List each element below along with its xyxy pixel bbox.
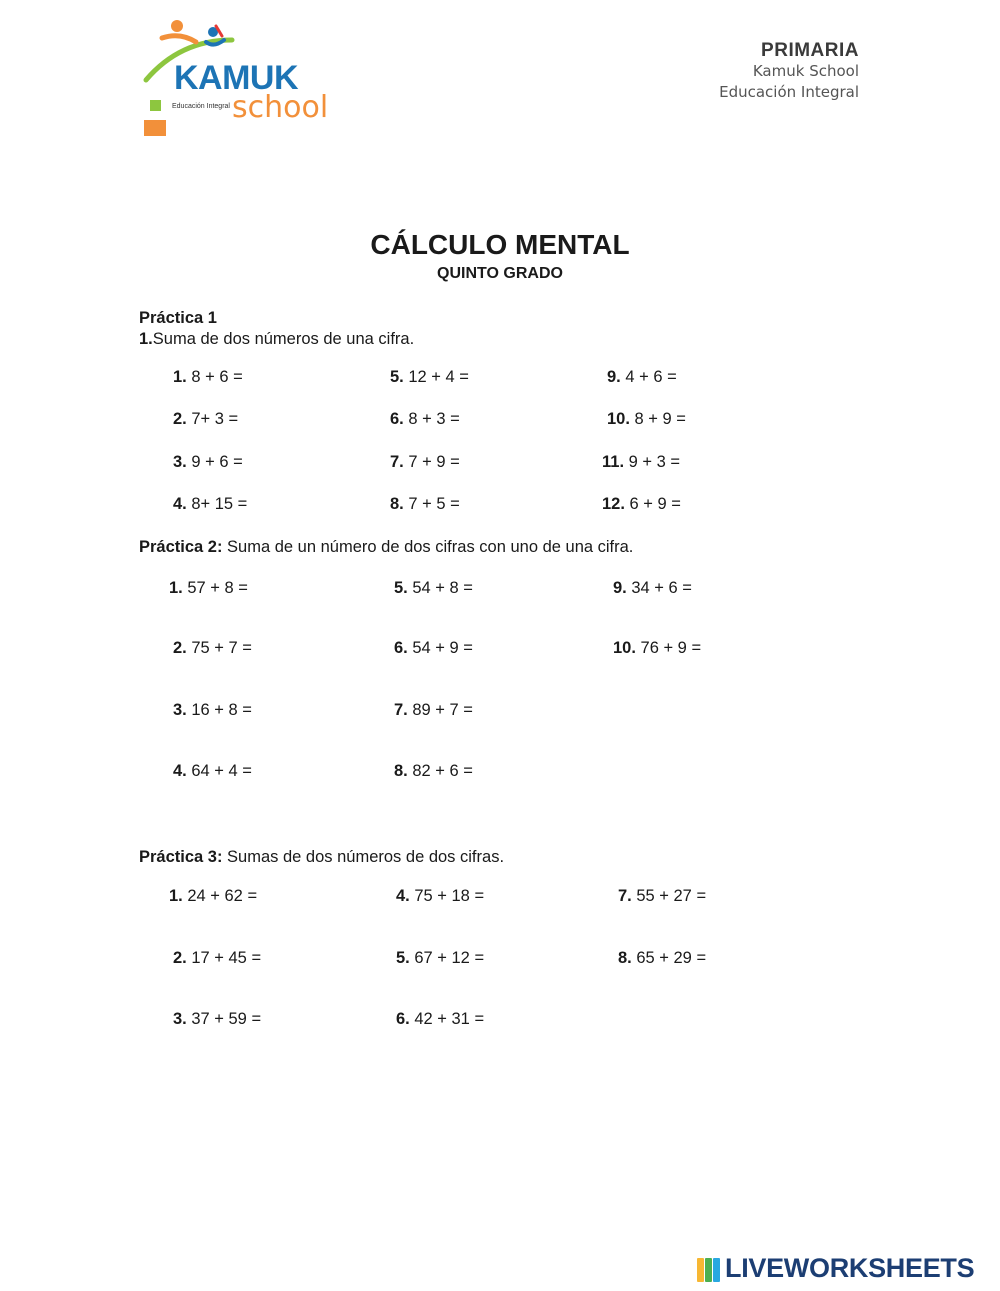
p1-exercise-4: 4. 8+ 15 = xyxy=(173,495,248,513)
p2-exercise-7: 7. 89 + 7 = xyxy=(394,701,473,719)
p2-exercise-1: 1. 57 + 8 = xyxy=(169,579,248,597)
p3-exercise-4: 4. 75 + 18 = xyxy=(396,887,485,905)
practice1-instruction: 1.Suma de dos números de una cifra. xyxy=(139,330,415,348)
p2-exercise-2: 2. 75 + 7 = xyxy=(173,639,252,657)
p2-exercise-10: 10. 76 + 9 = xyxy=(613,639,702,657)
p2-exercise-5: 5. 54 + 8 = xyxy=(394,579,473,597)
practice2-heading: Práctica 2: Suma de un número de dos cifras con uno de una cifra. xyxy=(139,538,634,556)
level-label: PRIMARIA xyxy=(761,40,859,61)
logo-green-square xyxy=(150,100,161,111)
practice1-heading: Práctica 1 xyxy=(139,309,217,327)
p2-exercise-3: 3. 16 + 8 = xyxy=(173,701,252,719)
practice3-heading: Práctica 3: Sumas de dos números de dos cifras. xyxy=(139,848,505,866)
p3-exercise-7: 7. 55 + 27 = xyxy=(618,887,707,905)
p1-exercise-6: 6. 8 + 3 = xyxy=(390,410,460,428)
p3-exercise-6: 6. 42 + 31 = xyxy=(396,1010,485,1028)
page-subtitle: QUINTO GRADO xyxy=(437,265,563,282)
school-header xyxy=(719,40,859,103)
logo-school-text: school xyxy=(232,90,329,125)
p1-exercise-8: 8. 7 + 5 = xyxy=(390,495,460,513)
p3-exercise-5: 5. 67 + 12 = xyxy=(396,949,485,967)
p3-exercise-3: 3. 37 + 59 = xyxy=(173,1010,262,1028)
p2-exercise-6: 6. 54 + 9 = xyxy=(394,639,473,657)
liveworksheets-text: LIVEWORKSHEETS xyxy=(725,1253,975,1283)
p1-exercise-1: 1. 8 + 6 = xyxy=(173,368,243,386)
liveworksheets-logo-icon xyxy=(697,1258,721,1282)
p1-exercise-10: 10. 8 + 9 = xyxy=(607,410,686,428)
p1-exercise-3: 3. 9 + 6 = xyxy=(173,453,243,471)
p1-exercise-12: 12. 6 + 9 = xyxy=(602,495,681,513)
school-motto: Educación Integral xyxy=(719,83,859,101)
p3-exercise-2: 2. 17 + 45 = xyxy=(173,949,262,967)
p1-exercise-9: 9. 4 + 6 = xyxy=(607,368,677,386)
page-title: CÁLCULO MENTAL xyxy=(370,229,630,260)
logo-orange-square xyxy=(144,120,166,136)
p1-exercise-7: 7. 7 + 9 = xyxy=(390,453,460,471)
p2-exercise-4: 4. 64 + 4 = xyxy=(173,762,252,780)
school-name: Kamuk School xyxy=(752,62,859,80)
p3-exercise-1: 1. 24 + 62 = xyxy=(169,887,258,905)
kamuk-school-logo xyxy=(140,18,330,140)
p2-exercise-9: 9. 34 + 6 = xyxy=(613,579,692,597)
p1-exercise-11: 11. 9 + 3 = xyxy=(602,453,680,471)
p3-exercise-8: 8. 65 + 29 = xyxy=(618,949,707,967)
p1-exercise-5: 5. 12 + 4 = xyxy=(390,368,469,386)
p2-exercise-8: 8. 82 + 6 = xyxy=(394,762,473,780)
logo-tagline: Educación Integral xyxy=(172,103,230,110)
logo-kamuk-text: KAMUK xyxy=(174,59,299,97)
p1-exercise-2: 2. 7+ 3 = xyxy=(173,410,239,428)
